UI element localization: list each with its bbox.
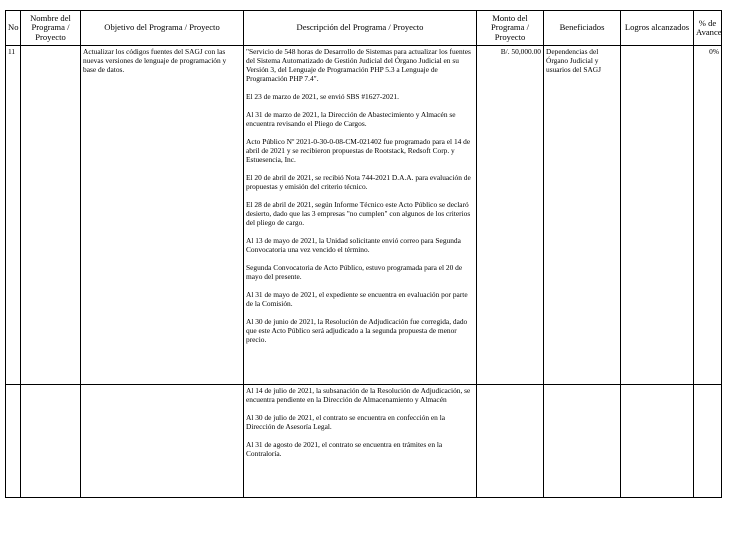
header-avance: % de Avance	[694, 11, 722, 46]
cell-beneficiados: Dependencias del Órgano Judicial y usuarios del SAGJ	[544, 46, 621, 385]
cell-objetivo: Actualizar los códigos fuentes del SAGJ con las nuevas versiones de lenguaje de programación y base de datos.	[81, 46, 244, 385]
cell-no: 11	[6, 46, 21, 385]
description-paragraph: El 23 de marzo de 2021, se envió SBS #1627-2021.	[246, 92, 399, 101]
cell-monto	[477, 385, 544, 498]
description-paragraph: El 20 de abril de 2021, se recibió Nota 744-2021 D.A.A. para evaluación de propuestas y emisión del criterio técnico.	[246, 173, 471, 191]
header-beneficiados: Beneficiados	[544, 11, 621, 46]
cell-objetivo	[81, 385, 244, 498]
header-descripcion: Descripción del Programa / Proyecto	[244, 11, 477, 46]
description-paragraph: Al 31 de mayo de 2021, el expediente se encuentra en evaluación por parte de la Comisión.	[246, 290, 468, 308]
header-no: No	[6, 11, 21, 46]
cell-monto: B/. 50,000.00	[477, 46, 544, 385]
description-paragraph: Al 31 de marzo de 2021, la Dirección de Abastecimiento y Almacén se encuentra revisando el Pliego de Cargos.	[246, 110, 456, 128]
description-paragraph: Al 13 de mayo de 2021, la Unidad solicitante envió correo para Segunda Convocatoria una vez vencido el término.	[246, 236, 461, 254]
cell-nombre	[21, 46, 81, 385]
header-objetivo: Objetivo del Programa / Proyecto	[81, 11, 244, 46]
description-paragraph: Segunda Convocatoria de Acto Público, estuvo programada para el 20 de mayo del presente.	[246, 263, 463, 281]
description-paragraph: Acto Público Nº 2021-0-30-0-08-CM-021402 fue programado para el 14 de abril de 2021 y se recibieron propuestas de Rootstack, Redsoft Corp. y Estuesencia, Inc.	[246, 137, 471, 164]
table-header-row	[6, 11, 722, 46]
cell-no	[6, 385, 21, 498]
cell-avance	[694, 385, 722, 498]
description-paragraph: Al 30 de julio de 2021, el contrato se encuentra en confección en la Dirección de Asesoría Legal.	[246, 413, 446, 431]
table-row	[6, 46, 722, 385]
header-logros: Logros alcanzados	[621, 11, 694, 46]
header-monto: Monto del Programa / Proyecto	[477, 11, 544, 46]
program-report-table	[5, 10, 722, 498]
cell-beneficiados	[544, 385, 621, 498]
header-nombre: Nombre del Programa / Proyecto	[21, 11, 81, 46]
table-row	[6, 385, 722, 498]
cell-logros	[621, 385, 694, 498]
cell-descripcion	[244, 46, 477, 385]
description-paragraph: "Servicio de 548 horas de Desarrollo de Sistemas para actualizar los fuentes del Sistema Automatizado de Gestión Judicial del Órgano Judicial en su Versión 3, del Lenguaje de Programación PHP 5.3 a Lenguaje de Programación PHP 7.4".	[246, 47, 471, 83]
description-paragraph: Al 14 de julio de 2021, la subsanación de la Resolución de Adjudicación, se encuentra pendiente en la Dirección de Almacenamiento y Almacén	[246, 386, 471, 404]
description-paragraph: Al 31 de agosto de 2021, el contrato se encuentra en trámites en la Contraloría.	[246, 440, 443, 458]
cell-logros	[621, 46, 694, 385]
cell-nombre	[21, 385, 81, 498]
description-paragraph: Al 30 de junio de 2021, la Resolución de Adjudicación fue corregida, dado que este Acto Público será adjudicado a la segunda propuesta de menor precio.	[246, 317, 468, 344]
cell-descripcion	[244, 385, 477, 498]
cell-avance: 0%	[694, 46, 722, 385]
description-paragraph: El 28 de abril de 2021, según Informe Técnico este Acto Público se declaró desierto, dado que las 3 empresas "no cumplen" con algunos de los criterios del pliego de cargo.	[246, 200, 471, 227]
